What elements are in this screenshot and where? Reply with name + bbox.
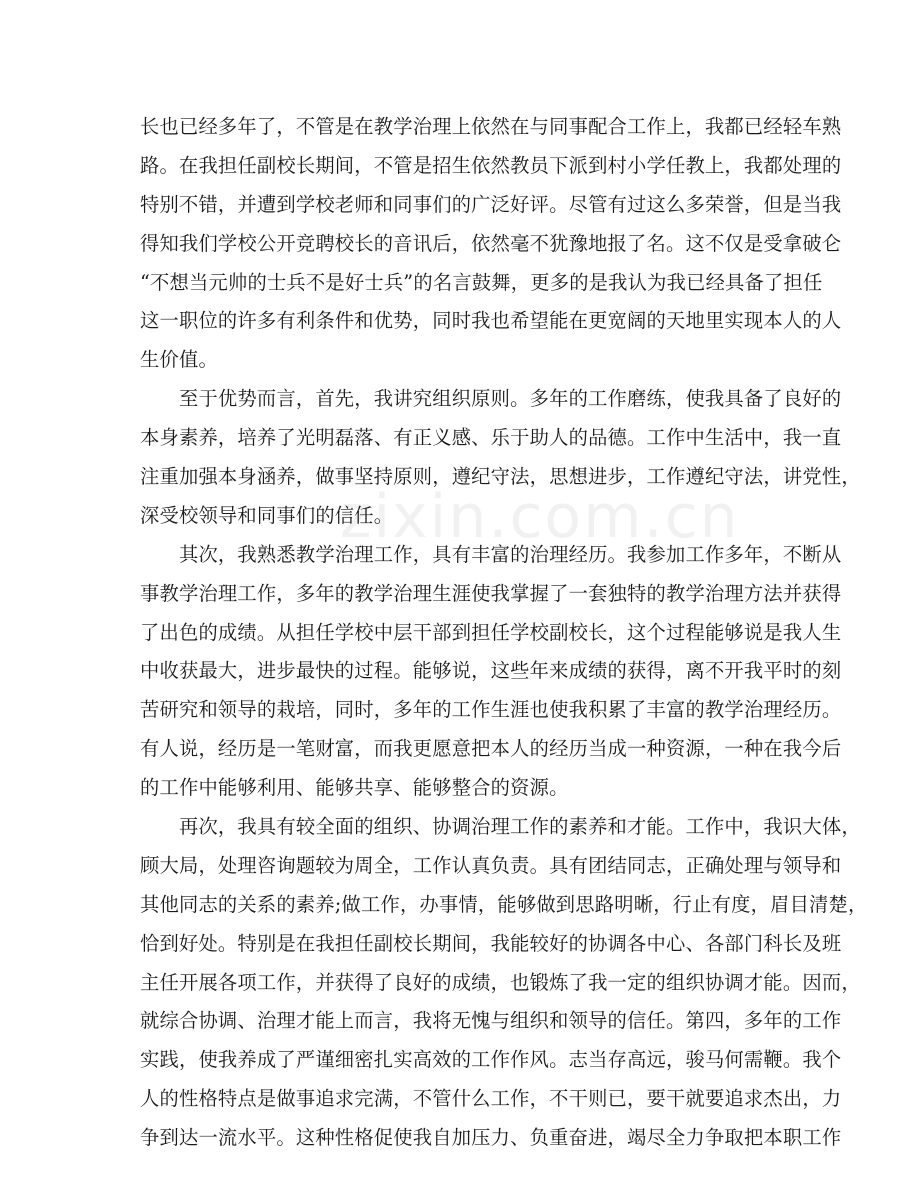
text-line: 实践，使我养成了严谨细密扎实高效的工作作风。志当存高远，骏马何需鞭。我个 [140,1048,842,1072]
text-line: 顾大局，处理咨询题较为周全，工作认真负责。具有团结同志，正确处理与领导和 [140,853,842,877]
text-line: 本身素养，培养了光明磊落、有正义感、乐于助人的品德。工作中生活中，我一直 [140,426,842,450]
text-line: 再次，我具有较全面的组织、协调治理工作的素养和才能。工作中，我识大体， [140,815,861,839]
body-paragraph [140,380,861,536]
text-line: 主任开展各项工作，并获得了良好的成绩，也锻炼了我一定的组织协调才能。因而， [140,970,861,994]
text-line: 恰到好处。特别是在我担任副校长期间，我能较好的协调各中心、各部门科长及班 [140,931,842,955]
text-line: 苦研究和领导的栽培，同时，多年的工作生涯也使我积累了丰富的教学治理经历。 [140,698,842,722]
body-paragraph [140,536,842,808]
text-line: 其次，我熟悉教学治理工作，具有丰富的治理经历。我参加工作多年，不断从 [140,542,842,566]
text-line: 这一职位的许多有利条件和优势，同时我也希望能在更宽阔的天地里实现本人的人 [140,309,842,333]
text-line: 得知我们学校公开竞聘校长的音讯后，依然毫不犹豫地报了名。这不仅是受拿破仑 [140,231,842,255]
text-line: 事教学治理工作，多年的教学治理生涯使我掌握了一套独特的教学治理方法并获得 [140,581,842,605]
text-line: 了出色的成绩。从担任学校中层干部到担任学校副校长，这个过程能够说是我人生 [140,620,842,644]
body-paragraph [140,108,842,380]
text-line: 路。在我担任副校长期间，不管是招生依然教员下派到村小学任教上，我都处理的 [140,153,842,177]
document-body [140,108,868,1158]
text-line: 就综合协调、治理才能上而言，我将无愧与组织和领导的信任。第四，多年的工作 [140,1009,842,1033]
text-line: 的工作中能够利用、能够共享、能够整合的资源。 [140,776,569,800]
text-line: 有人说，经历是一笔财富，而我更愿意把本人的经历当成一种资源，一种在我今后 [140,737,842,761]
text-line: 特别不错，并遭到学校老师和同事们的广泛好评。尽管有过这么多荣誉，但是当我 [140,192,842,216]
text-line: 争到达一流水平。这种性格促使我自加压力、负重奋进，竭尽全力争取把本职工作 [140,1126,842,1150]
text-line: 长也已经多年了，不管是在教学治理上依然在与同事配合工作上，我都已经轻车熟 [140,115,842,138]
text-line: 注重加强本身涵养，做事坚持原则，遵纪守法，思想进步，工作遵纪守法，讲党性， [140,465,861,489]
text-line: 中收获最大，进步最快的过程。能够说，这些年来成绩的获得，离不开我平时的刻 [140,659,842,683]
body-paragraph [140,808,868,1158]
text-line: 深受校领导和同事们的信任。 [140,503,394,527]
text-line: 至于优势而言，首先，我讲究组织原则。多年的工作磨练，使我具备了良好的 [140,387,842,411]
text-line: 人的性格特点是做事追求完满，不管什么工作，不干则已，要干就要追求杰出，力 [140,1087,842,1111]
text-line: 生价值。 [140,348,218,372]
watermark: zixin.com.cn [340,482,740,552]
text-line: 其他同志的关系的素养;做工作，办事情，能够做到思路明晰，行止有度，眉目清楚， [140,892,868,916]
text-line: “不想当元帅的士兵不是好士兵”的名言鼓舞，更多的是我认为我已经具备了担任 [140,270,823,294]
